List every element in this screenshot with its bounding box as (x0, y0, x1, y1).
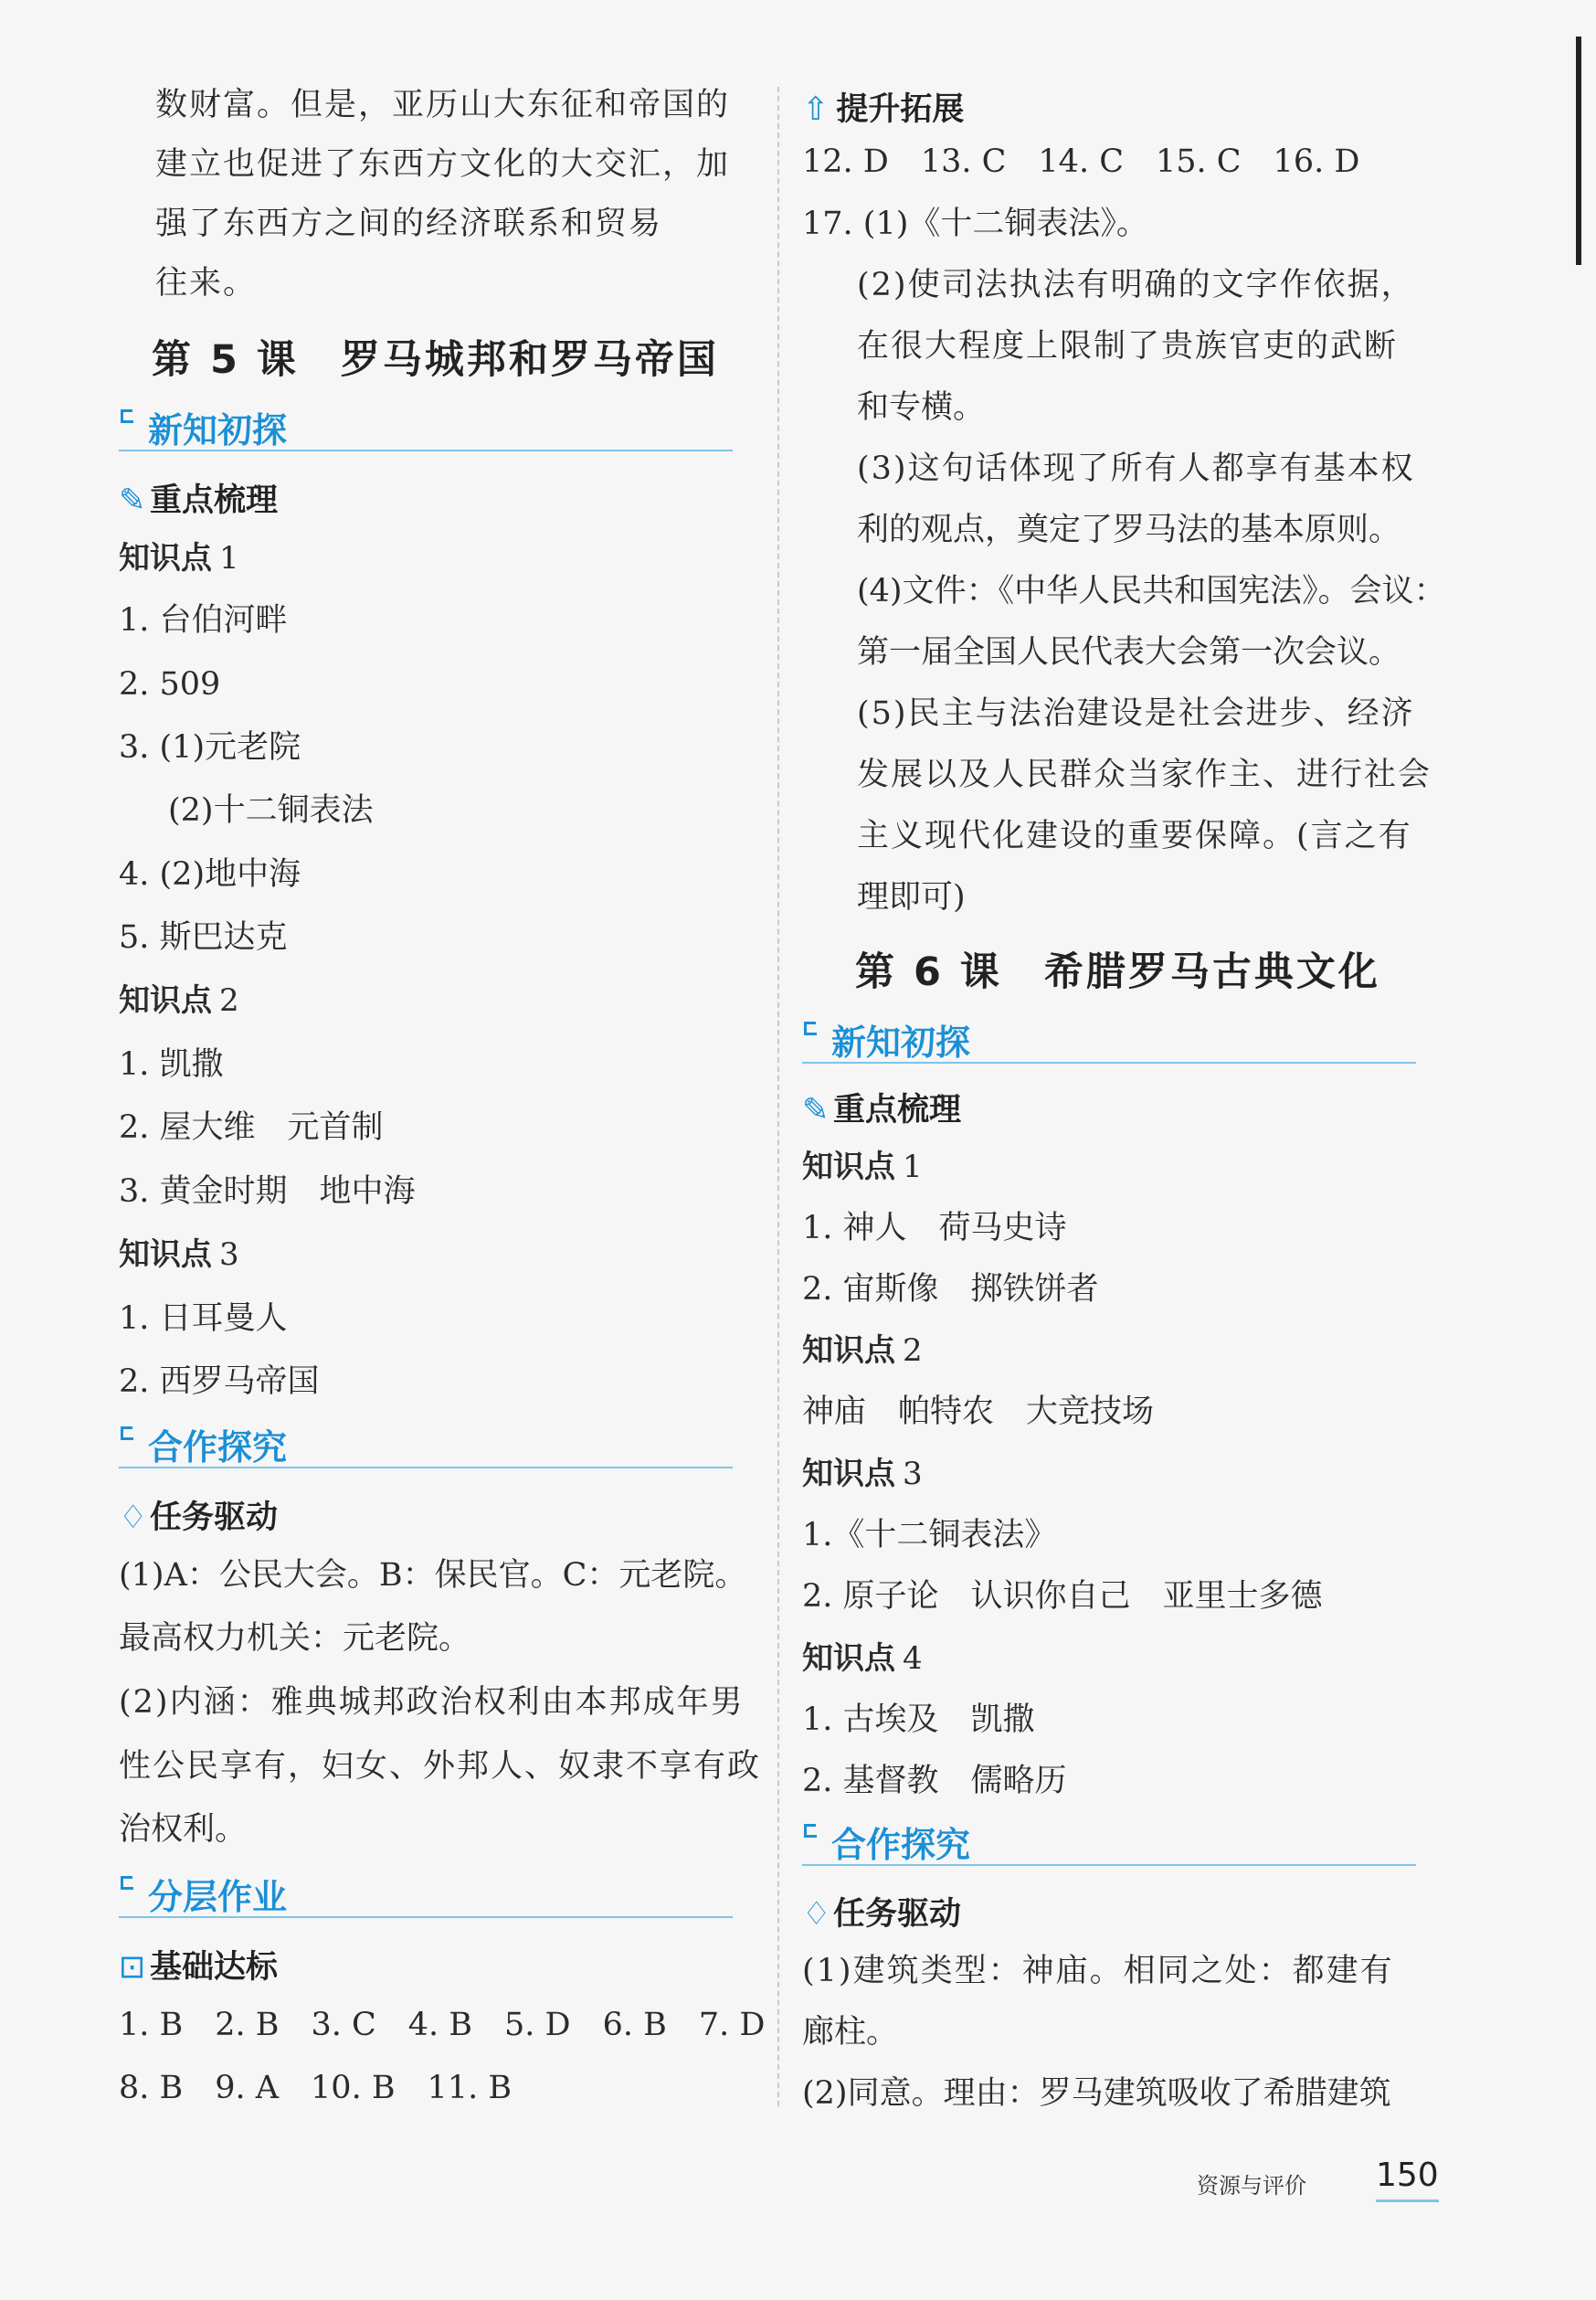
answer-line: 8. B 9. A 10. B 11. B (119, 2070, 513, 2106)
knowledge-point-label: 知识点 2 (119, 982, 239, 1019)
subheading-extension: ⇧ 提升拓展 (802, 91, 965, 128)
knowledge-point-label: 知识点 3 (802, 1456, 923, 1492)
q17-line: 在很大程度上限制了贵族官吏的武断 (857, 328, 1399, 365)
section-arrow-icon (802, 1824, 820, 1844)
section-arrow-icon (119, 1876, 137, 1896)
pen-icon: ✎ (802, 1092, 830, 1129)
answer-line: 2. 屋大维 元首制 (119, 1109, 384, 1146)
answer-line: 1. 凯撒 (119, 1046, 224, 1083)
subheading-key-points: ✎ 重点梳理 (119, 482, 279, 519)
knowledge-point-label: 知识点 4 (802, 1640, 923, 1677)
answer-line: 1. 台伯河畔 (119, 602, 288, 639)
continuation-line: 强了东西方之间的经济联系和贸易 (155, 206, 663, 242)
subheading-task-driven: ♢任务驱动 (802, 1896, 962, 1933)
subheading-key-points: ✎ 重点梳理 (802, 1092, 962, 1129)
up-arrow-icon: ⇧ (802, 91, 830, 128)
task-line: (1)建筑类型：神庙。相同之处：都建有 (802, 1953, 1394, 1989)
subheading-basic: ⊡ 基础达标 (119, 1949, 279, 1986)
knowledge-point-label: 知识点 3 (119, 1236, 239, 1273)
subheading-task-driven: ♢任务驱动 (119, 1500, 279, 1536)
section-arrow-icon (119, 1426, 137, 1447)
answer-line: 2. 基督教 儒略历 (802, 1763, 1067, 1799)
continuation-line: 往来。 (155, 265, 258, 302)
answer-line: 2. 509 (119, 666, 221, 703)
q17-line: 主义现代化建设的重要保障。(言之有 (857, 818, 1412, 854)
lesson-6-title: 第 6 课 希腊罗马古典文化 (855, 949, 1380, 995)
section-arrow-icon (802, 1022, 820, 1042)
answer-line: 2. 宙斯像 掷铁饼者 (802, 1271, 1099, 1308)
q17-line: 第一届全国人民代表大会第一次会议。 (857, 634, 1401, 671)
answer-line: 神庙 帕特农 大竞技场 (802, 1394, 1155, 1430)
continuation-line: 数财富。但是，亚历山大东征和帝国的 (155, 87, 731, 123)
answer-line: 4. (2)地中海 (119, 856, 301, 893)
task-icon: ♢ (119, 1500, 148, 1536)
page-number: 150 (1376, 2157, 1439, 2202)
knowledge-point-label: 知识点 1 (119, 540, 239, 577)
task-line: 最高权力机关：元老院。 (119, 1620, 471, 1657)
section-arrow-icon (119, 409, 137, 429)
answer-line: 12. D 13. C 14. C 15. C 16. D (802, 143, 1360, 180)
q17-line: 和专横。 (857, 389, 986, 426)
pen-icon: ✎ (119, 482, 146, 519)
footer-label: 资源与评价 (1197, 2173, 1306, 2199)
section-cooperation: 合作探究 (119, 1419, 733, 1468)
section-new-knowledge: 新知初探 (119, 402, 733, 451)
knowledge-point-label: 知识点 2 (802, 1332, 923, 1369)
task-line: 性公民享有，妇女、外邦人、奴隶不享有政 (119, 1748, 762, 1785)
answer-line: 1. B 2. B 3. C 4. B 5. D 6. B 7. D (119, 2007, 766, 2043)
q17-line: (5)民主与法治建设是社会进步、经济 (857, 695, 1415, 732)
task-icon: ♢ (802, 1896, 831, 1933)
answer-line: 1.《十二铜表法》 (802, 1517, 1057, 1553)
task-line: (1)A：公民大会。B：保民官。C：元老院。 (119, 1557, 747, 1594)
q17-line: (3)这句话体现了所有人都享有基本权 (857, 450, 1415, 487)
knowledge-point-label: 知识点 1 (802, 1149, 923, 1185)
section-cooperation: 合作探究 (802, 1817, 1416, 1866)
lesson-5-title: 第 5 课 罗马城邦和罗马帝国 (152, 337, 719, 383)
task-line: (2)同意。理由：罗马建筑吸收了希腊建筑 (802, 2075, 1391, 2112)
answer-line: 3. (1)元老院 (119, 729, 301, 766)
lock-icon: ⊡ (119, 1949, 146, 1986)
answer-line: 17. (1)《十二铜表法》。 (802, 206, 1148, 242)
section-new-knowledge: 新知初探 (802, 1014, 1416, 1064)
section-layered-homework: 分层作业 (119, 1869, 733, 1918)
continuation-line: 建立也促进了东西方文化的大交汇，加 (155, 146, 731, 183)
answer-line: 5. 斯巴达克 (119, 919, 288, 956)
task-line: (2)内涵：雅典城邦政治权利由本邦成年男 (119, 1684, 745, 1721)
q17-line: 发展以及人民群众当家作主、进行社会 (857, 757, 1432, 793)
task-line: 治权利。 (119, 1811, 248, 1848)
page-edge-bar (1576, 37, 1581, 265)
task-line: 廊柱。 (802, 2014, 899, 2051)
column-divider (777, 87, 779, 2106)
answer-line: 2. 原子论 认识你自己 亚里士多德 (802, 1578, 1323, 1615)
answer-line: (2)十二铜表法 (168, 792, 374, 829)
answer-line: 1. 日耳曼人 (119, 1300, 288, 1337)
answer-line: 2. 西罗马帝国 (119, 1363, 320, 1400)
q17-line: (4)文件：《中华人民共和国宪法》。会议： (857, 573, 1446, 609)
answer-line: 3. 黄金时期 地中海 (119, 1173, 416, 1210)
q17-line: 理即可) (857, 879, 966, 916)
q17-line: (2)使司法执法有明确的文字作依据， (857, 267, 1415, 303)
q17-line: 利的观点，奠定了罗马法的基本原则。 (857, 512, 1401, 548)
answer-line: 1. 古埃及 凯撒 (802, 1701, 1035, 1738)
answer-line: 1. 神人 荷马史诗 (802, 1210, 1067, 1246)
